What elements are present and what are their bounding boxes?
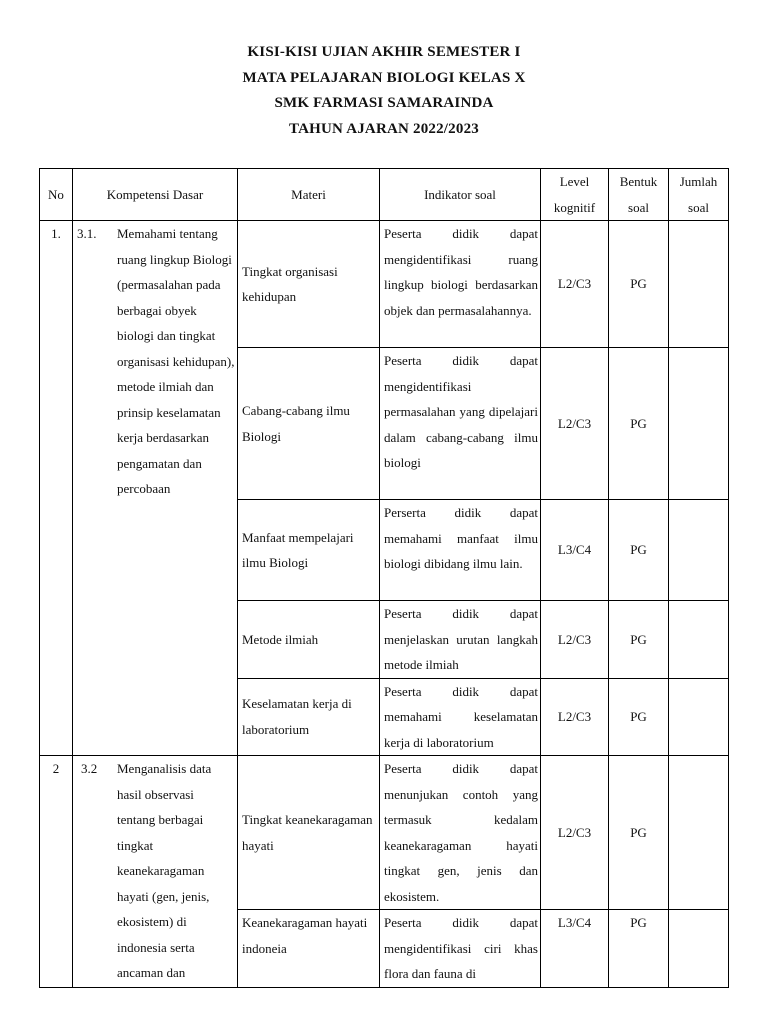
- materi-cell: Tingkat keanekaragaman hayati: [238, 756, 380, 910]
- indikator-cell: Peserta didik dapat mengidentifikasi ruang lingkup biologi berdasarkan objek dan permasalahannya.: [380, 221, 541, 348]
- materi-cell: Tingkat organisasi kehidupan: [238, 221, 380, 348]
- row-number: 1.: [40, 221, 73, 756]
- jumlah-cell: [669, 910, 729, 988]
- kd-number: 3.2: [81, 761, 98, 776]
- kd-text: Memahami tentang ruang lingkup Biologi (permasalahan pada berbagai obyek biologi dan tingkat organisasi kehidupan), metode ilmiah dan prinsip keselamatan kerja berdasarkan pengamatan dan percobaan: [117, 226, 235, 496]
- indikator-cell: Peserta didik dapat memahami keselamatan kerja di laboratorium: [380, 678, 541, 756]
- col-header-indikator: Indikator soal: [380, 169, 541, 221]
- jumlah-cell: [669, 601, 729, 679]
- bentuk-cell: PG: [609, 348, 669, 500]
- col-header-no: No: [40, 169, 73, 221]
- bentuk-cell: PG: [609, 601, 669, 679]
- materi-cell: Metode ilmiah: [238, 601, 380, 679]
- level-cell: L2/C3: [541, 348, 609, 500]
- indikator-cell: Perserta didik dapat memahami manfaat ilmu biologi dibidang ilmu lain.: [380, 500, 541, 601]
- title-line-3: SMK FARMASI SAMARAINDA: [274, 95, 494, 111]
- materi-cell: Cabang-cabang ilmu Biologi: [238, 348, 380, 500]
- jumlah-cell: [669, 678, 729, 756]
- col-header-jumlah: [669, 169, 729, 221]
- level-cell: L3/C4: [541, 500, 609, 601]
- title-line-4: TAHUN AJARAN 2022/2023: [289, 120, 479, 137]
- col-header-bentuk-line2: soal: [628, 199, 649, 215]
- kompetensi-dasar-cell: [73, 756, 238, 988]
- col-header-kompetensi: Kompetensi Dasar: [73, 169, 238, 221]
- col-header-bentuk: [609, 169, 669, 221]
- kisi-kisi-table: [39, 168, 729, 988]
- bentuk-cell: PG: [609, 500, 669, 601]
- col-header-jumlah-line2: soal: [688, 199, 709, 215]
- kompetensi-dasar-cell: [73, 221, 238, 756]
- title-line-2: MATA PELAJARAN BIOLOGI KELAS X: [242, 69, 526, 86]
- level-cell: L3/C4: [541, 910, 609, 988]
- indikator-cell: Peserta didik dapat mengidentifikasi permasalahan yang dipelajari dalam cabang-cabang ilmu biologi: [380, 348, 541, 500]
- jumlah-cell: [669, 221, 729, 348]
- bentuk-cell: PG: [609, 221, 669, 348]
- col-header-level-line1: Level: [559, 174, 590, 189]
- kd-text: Menganalisis data hasil observasi tentang berbagai tingkat keanekaragaman hayati (gen, jenis, ekosistem) di indonesia serta ancaman dan: [117, 761, 212, 980]
- materi-cell: Keanekaragaman hayati indoneia: [238, 910, 380, 988]
- kd-number: 3.1.: [77, 226, 97, 241]
- bentuk-cell: PG: [609, 910, 669, 988]
- table-row: [40, 221, 729, 348]
- document-header: [0, 40, 768, 142]
- bentuk-cell: PG: [609, 756, 669, 910]
- col-header-materi: Materi: [238, 169, 380, 221]
- jumlah-cell: [669, 756, 729, 910]
- jumlah-cell: [669, 500, 729, 601]
- title-line-1: KISI-KISI UJIAN AKHIR SEMESTER I: [247, 44, 521, 60]
- col-header-jumlah-line1: Jumlah: [679, 174, 718, 189]
- materi-cell: Keselamatan kerja di laboratorium: [238, 678, 380, 756]
- jumlah-cell: [669, 348, 729, 500]
- materi-cell: Manfaat mempelajari ilmu Biologi: [238, 500, 380, 601]
- table-header-row: [40, 169, 729, 221]
- table-row: [40, 756, 729, 910]
- level-cell: L2/C3: [541, 756, 609, 910]
- col-header-level: [541, 169, 609, 221]
- level-cell: L2/C3: [541, 221, 609, 348]
- col-header-bentuk-line1: Bentuk: [619, 174, 658, 189]
- indikator-cell: Peserta didik dapat mengidentifikasi ciri khas flora dan fauna di: [380, 910, 541, 988]
- indikator-cell: Peserta didik dapat menunjukan contoh yang termasuk kedalam keanekaragaman hayati tingkat gen, jenis dan ekosistem.: [380, 756, 541, 910]
- bentuk-cell: PG: [609, 678, 669, 756]
- col-header-level-line2: kognitif: [553, 199, 596, 215]
- row-number: 2: [40, 756, 73, 988]
- indikator-cell: Peserta didik dapat menjelaskan urutan langkah metode ilmiah: [380, 601, 541, 679]
- level-cell: L2/C3: [541, 678, 609, 756]
- level-cell: L2/C3: [541, 601, 609, 679]
